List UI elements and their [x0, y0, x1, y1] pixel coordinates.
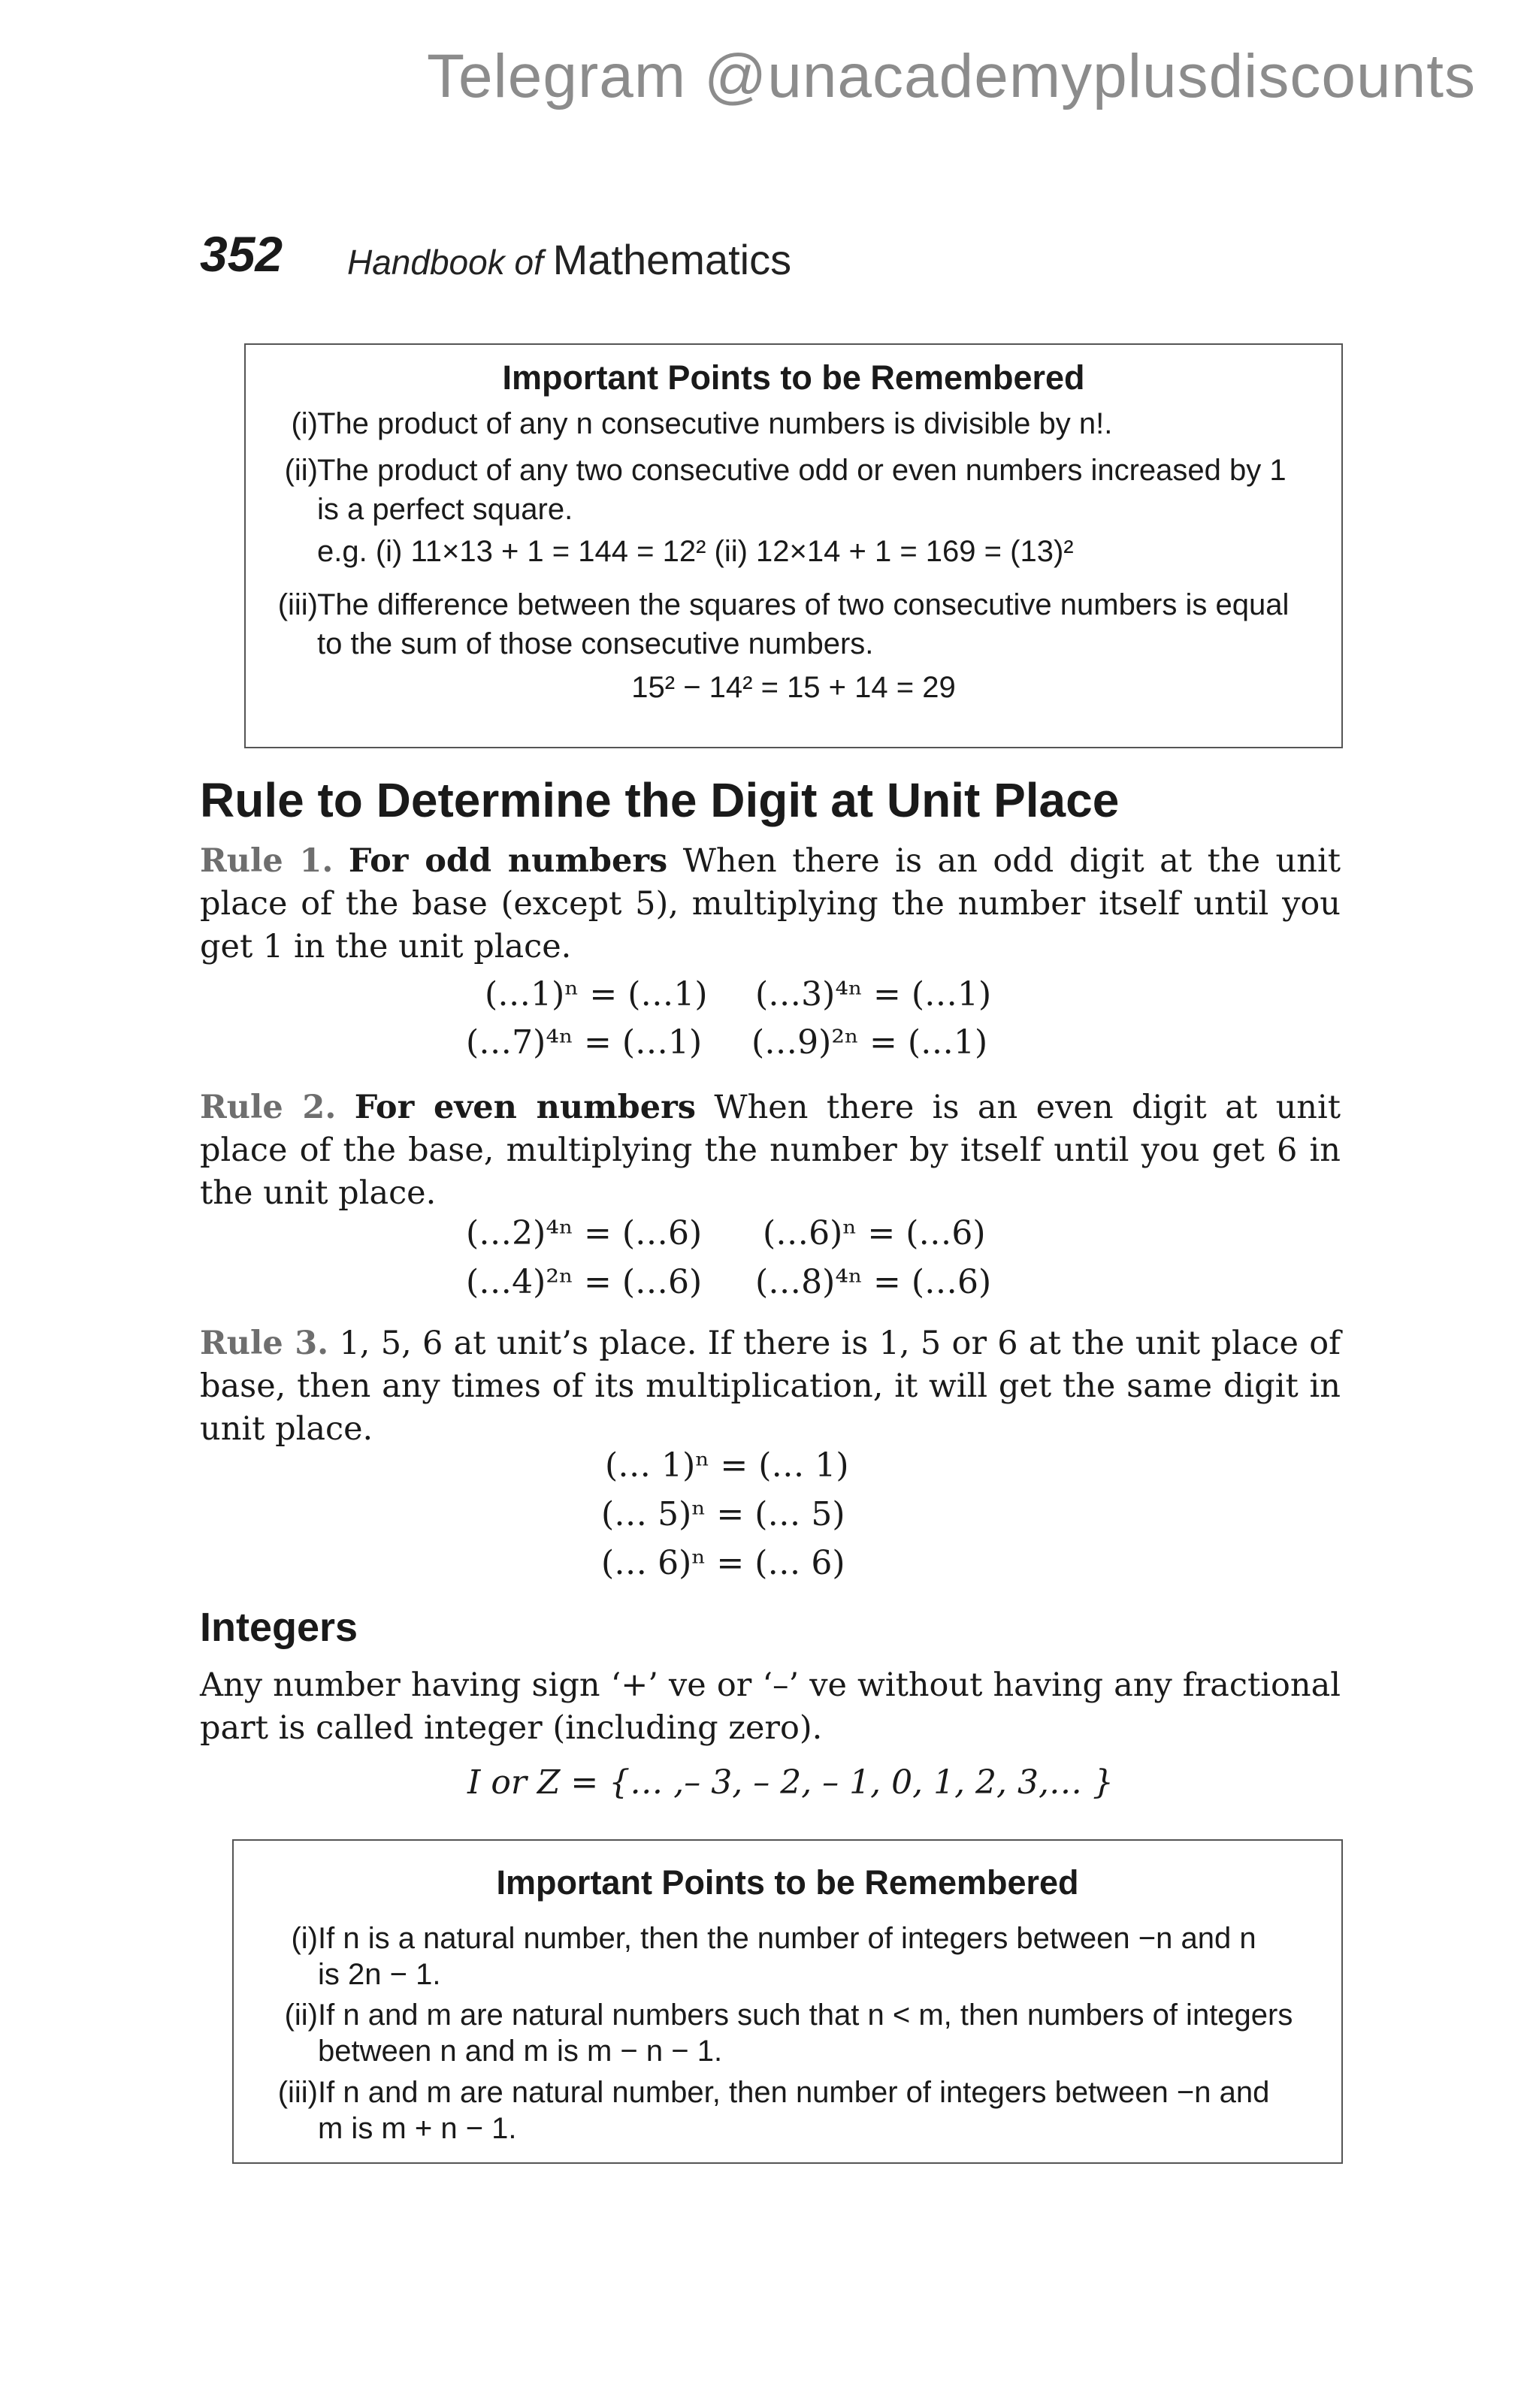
point-text-line-2: between n and m is m − n − 1. [318, 2035, 723, 2068]
rule-1-equation-2: (…3)⁴ⁿ = (…1) [755, 975, 992, 1014]
point-text-line-2: is a perfect square. [317, 493, 573, 526]
rule-2-label: Rule 2. [200, 1089, 337, 1126]
rule-3-text: 1, 5, 6 at unit’s place. If there is 1, 5 or 6 at the unit place of base, then any times of its multiplication, it will get the same digit in unit place. [200, 1325, 1341, 1448]
point-number: (iii) [277, 2076, 318, 2109]
point-text-line-1: If n is a natural number, then the number of integers between −n and n [318, 1922, 1256, 1955]
integers-set-notation: I or Z = {… ,– 3, – 2, – 1, 0, 1, 2, 3,… } [467, 1763, 1114, 1802]
point-text-line-2: is 2n − 1. [318, 1958, 441, 1991]
rule-3-equation-2: (… 5)ⁿ = (… 5) [601, 1495, 845, 1533]
rule-2-paragraph [200, 1086, 1341, 1215]
rule-1-equation-3: (…7)⁴ⁿ = (…1) [466, 1023, 703, 1062]
point-example: e.g. (i) 11×13 + 1 = 144 = 12² (ii) 12×14 + 1 = 169 = (13)² [317, 535, 1074, 568]
rule-2-text: When there is an even digit at unit place of the base, multiplying the number by itself until you get 6 in the unit place. [200, 1089, 1341, 1212]
rule-1-text: When there is an odd digit at the unit place of the base (except 5), multiplying the number itself until you get 1 in the unit place. [200, 842, 1341, 965]
rule-3-paragraph [200, 1322, 1341, 1451]
rule-1-equation-4: (…9)²ⁿ = (…1) [751, 1023, 988, 1062]
rule-1-name: For odd numbers [348, 842, 668, 880]
rule-1-equation-1: (…1)ⁿ = (…1) [485, 975, 708, 1014]
section-heading: Rule to Determine the Digit at Unit Place [200, 773, 1120, 827]
rule-2-equation-1: (…2)⁴ⁿ = (…6) [466, 1214, 703, 1252]
book-title [347, 235, 791, 284]
point-text-line-1: If n and m are natural numbers such that n < m, then numbers of integers [318, 1999, 1293, 2032]
point-number: (ii) [284, 1999, 318, 2032]
box-2-title: Important Points to be Remembered [496, 1863, 1079, 1902]
rule-2-name: For even numbers [354, 1089, 696, 1126]
point-text: The product of any n consecutive numbers is divisible by n!. [317, 407, 1113, 440]
rule-3-equation-3: (… 6)ⁿ = (… 6) [601, 1544, 845, 1582]
point-example: 15² − 14² = 15 + 14 = 29 [631, 671, 956, 704]
book-title-prefix: Handbook of [347, 243, 543, 282]
point-text-line-1: The product of any two consecutive odd or even numbers increased by 1 [317, 454, 1287, 487]
rule-3-equation-1: (… 1)ⁿ = (… 1) [605, 1446, 849, 1485]
rule-2-equation-3: (…4)²ⁿ = (…6) [466, 1263, 703, 1301]
integers-paragraph: Any number having sign ‘+’ ve or ‘–’ ve without having any fractional part is called integer (including zero). [200, 1666, 1341, 1747]
point-number: (i) [291, 407, 318, 440]
page-number: 352 [200, 226, 283, 282]
rule-3-label: Rule 3. [200, 1325, 329, 1362]
rule-2-equation-4: (…8)⁴ⁿ = (…6) [755, 1263, 992, 1301]
watermark: Telegram @unacademyplusdiscounts [426, 42, 1476, 110]
rule-2-equation-2: (…6)ⁿ = (…6) [763, 1214, 986, 1252]
point-text-line-1: The difference between the squares of two consecutive numbers is equal [317, 588, 1290, 621]
important-points-box-2 [232, 1839, 1343, 2164]
important-points-box-1 [244, 343, 1343, 748]
point-text-line-1: If n and m are natural number, then number of integers between −n and [318, 2076, 1270, 2109]
integers-heading: Integers [200, 1605, 358, 1650]
point-text-line-2: to the sum of those consecutive numbers. [317, 627, 874, 660]
point-number: (i) [291, 1922, 318, 1955]
box-1-title: Important Points to be Remembered [502, 358, 1085, 397]
point-number: (iii) [277, 588, 318, 621]
book-title-main: Mathematics [552, 236, 792, 283]
rule-1-paragraph [200, 840, 1341, 968]
point-number: (ii) [284, 454, 318, 487]
point-text-line-2: m is m + n − 1. [318, 2112, 517, 2145]
rule-1-label: Rule 1. [200, 842, 334, 880]
